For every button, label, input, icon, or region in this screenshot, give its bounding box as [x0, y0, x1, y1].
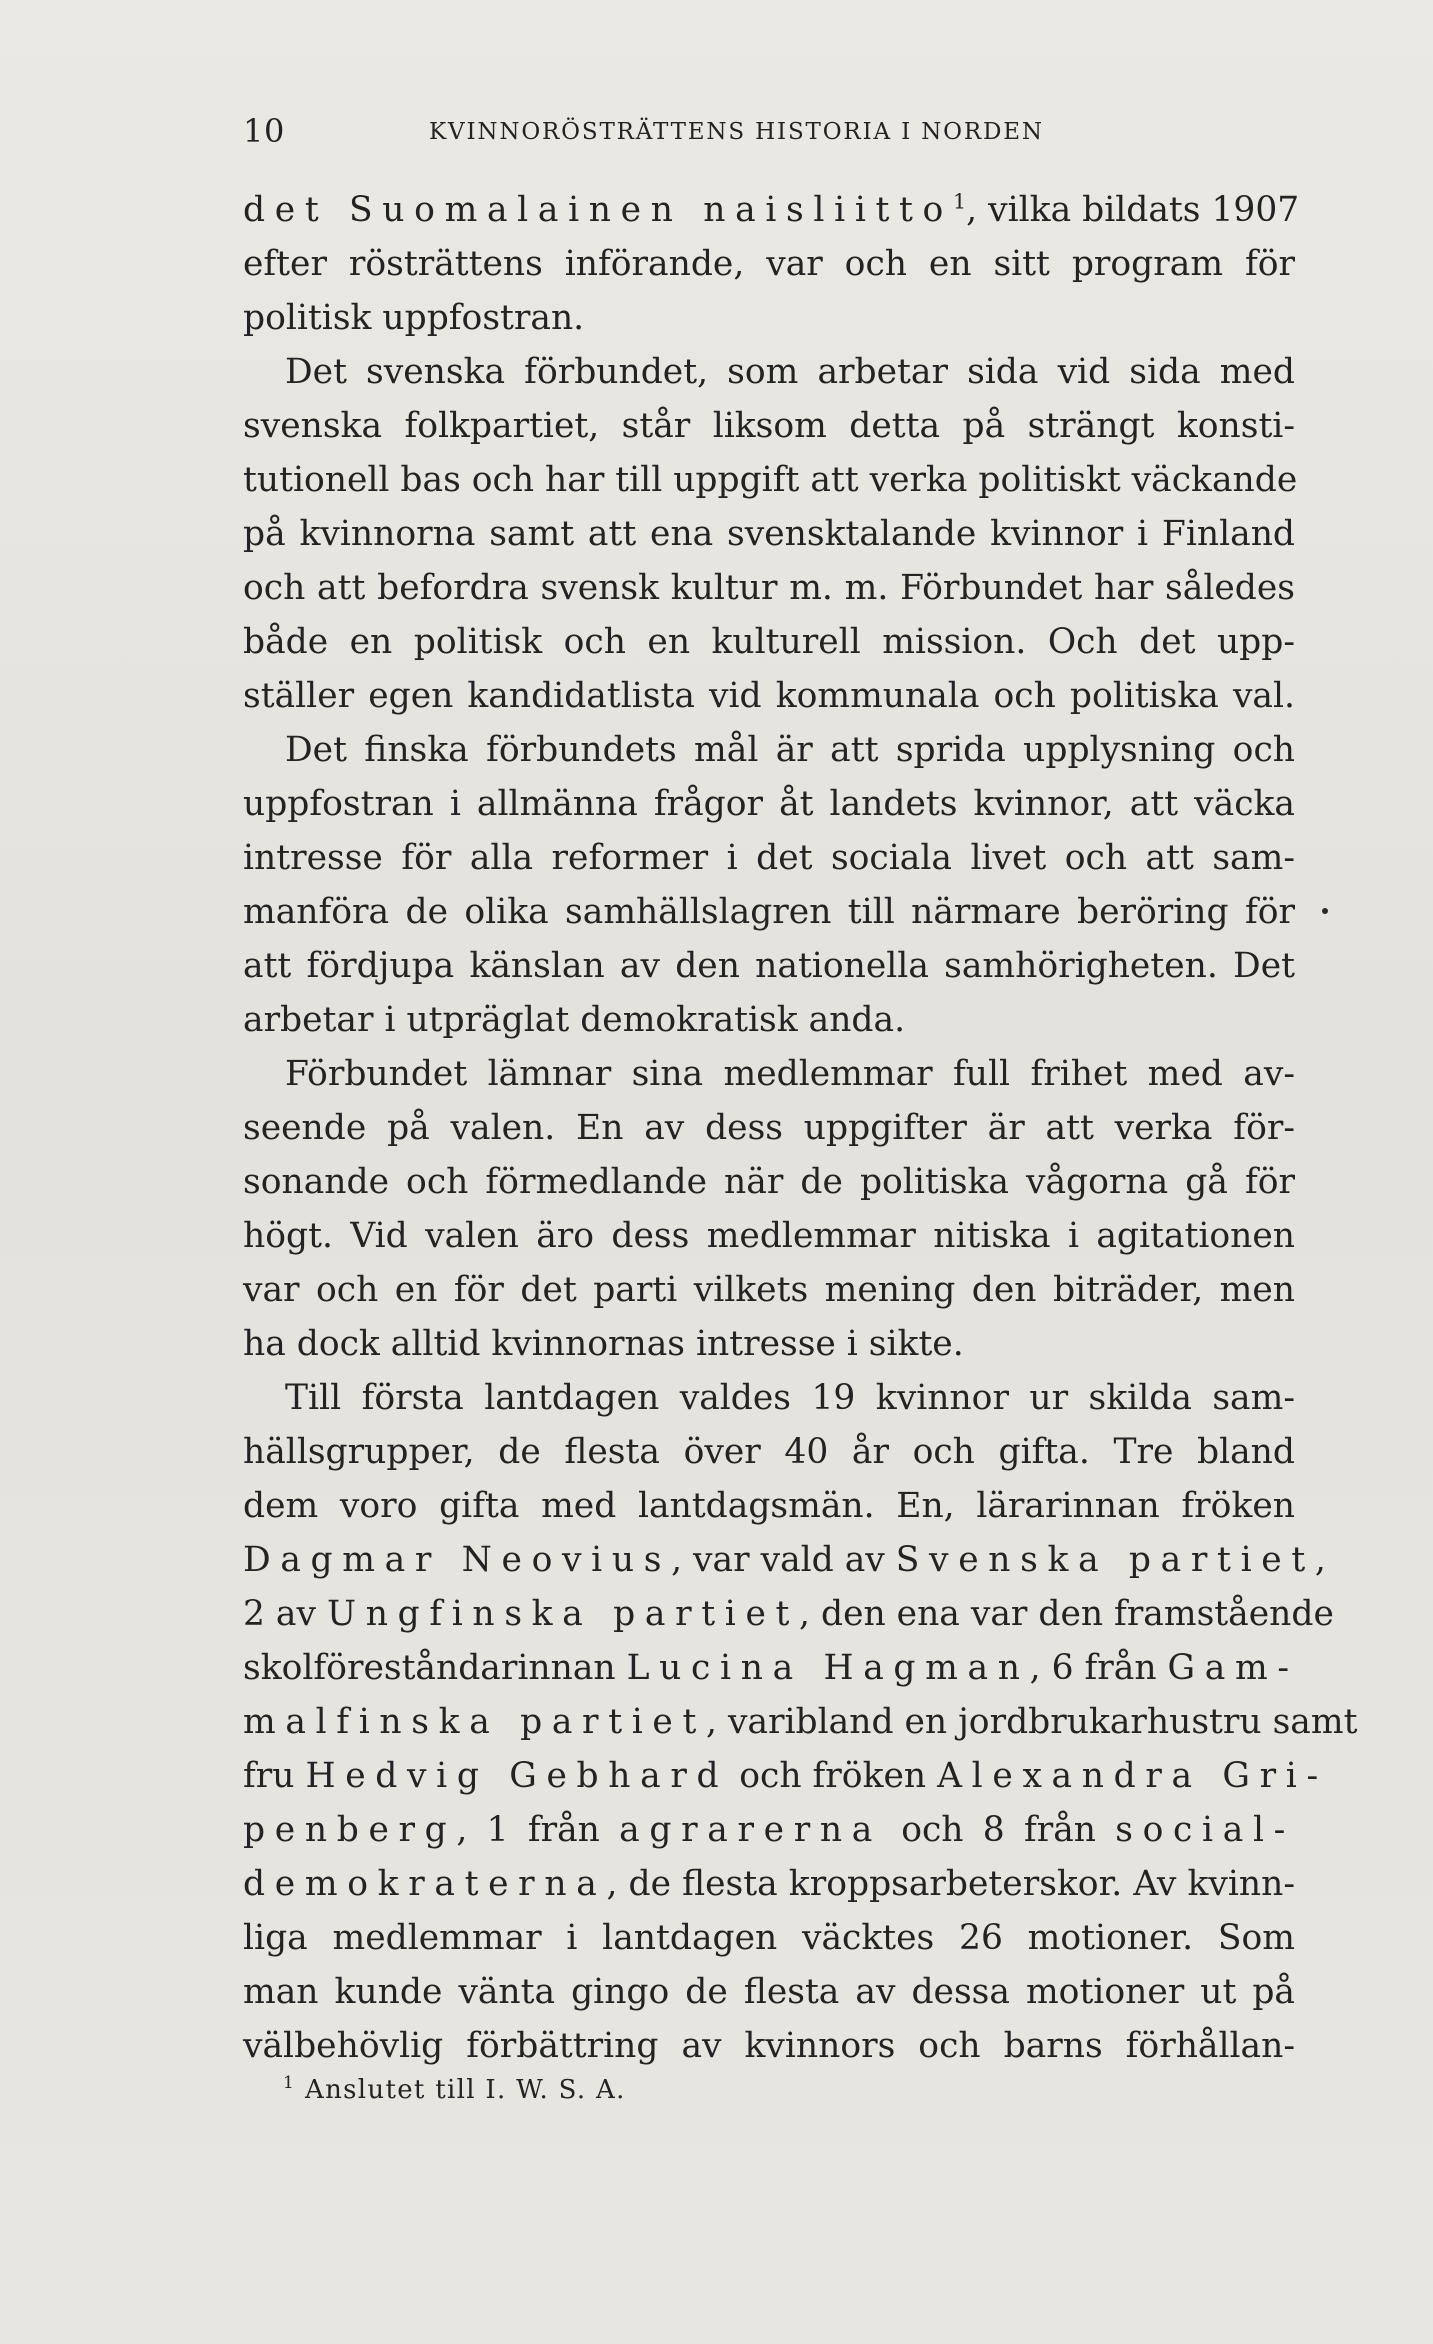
footnote-reference: 1	[953, 189, 967, 214]
paragraph-start: Det finska förbundets mål är att sprida upplysning och	[285, 730, 1295, 770]
spaced-party: malfinska partiet	[243, 1702, 707, 1742]
spaced-party: social-	[1115, 1810, 1295, 1850]
text-line: fru Hedvig Gebhard och fröken Alexandra Gri-	[243, 1756, 1328, 1796]
text-line: demokraterna, de flesta kroppsarbeterskor. Av kvinn-	[243, 1864, 1295, 1904]
spaced-party: Svenska partiet	[895, 1540, 1315, 1580]
text-line: dem voro gifta med lantdagsmän. En, lärarinnan fröken	[243, 1486, 1295, 1526]
text-line: det Suomalainen naisliitto$^1$, vilka bildats 1907	[243, 189, 1300, 230]
footnote-mark: 1	[283, 2072, 296, 2093]
text-line: malfinska partiet, varibland en jordbrukarhustru samt	[243, 1702, 1358, 1742]
text-line: ha dock alltid kvinnornas intresse i sikte.	[243, 1324, 964, 1364]
spaced-party: Gam-	[1167, 1648, 1299, 1688]
text-line: 2 av Ungfinska partiet, den ena var den framstående	[243, 1594, 1334, 1634]
text-line: högt. Vid valen äro dess medlemmar nitiska i agitationen	[243, 1216, 1295, 1256]
paragraph-start: Förbundet lämnar sina medlemmar full frihet med av-	[285, 1054, 1295, 1094]
text-line: man kunde vänta gingo de flesta av dessa motioner ut på	[243, 1972, 1295, 2012]
text-line: intresse för alla reformer i det sociala livet och att sam-	[243, 838, 1295, 878]
footnote-text: Anslutet till I. W. S. A.	[305, 2075, 626, 2105]
spaced-party: demokraterna	[243, 1864, 607, 1904]
margin-dot	[1322, 908, 1328, 914]
text-line: ställer egen kandidatlista vid kommunala och politiska val.	[243, 676, 1295, 716]
running-head: KVINNORÖSTRÄTTENS HISTORIA I NORDEN	[429, 119, 1044, 145]
spaced-name: penberg	[243, 1810, 457, 1850]
paragraph-start: Det svenska förbundet, som arbetar sida vid sida med	[285, 352, 1295, 392]
text-line: seende på valen. En av dess uppgifter är att verka för-	[243, 1108, 1295, 1148]
page-number: 10	[243, 112, 285, 150]
text-line: hällsgrupper, de flesta över 40 år och gifta. Tre bland	[243, 1432, 1295, 1472]
text-line: var och en för det parti vilkets mening den biträder, men	[243, 1270, 1295, 1310]
spaced-name: Dagmar Neovius	[243, 1540, 672, 1580]
text-line: arbetar i utpräglat demokratisk anda.	[243, 1000, 906, 1040]
text-line: politisk uppfostran.	[243, 298, 585, 338]
text-line: på kvinnorna samt att ena svensktalande kvinnor i Finland	[243, 514, 1295, 554]
text-line: Dagmar Neovius, var vald av Svenska partiet,	[243, 1540, 1326, 1580]
text-line: skolföreståndarinnan Lucina Hagman, 6 från Gam-	[243, 1648, 1299, 1688]
text-line: penberg, 1 från agrarerna och 8 från social-	[243, 1810, 1295, 1850]
spaced-name: Lucina Hagman	[626, 1648, 1030, 1688]
spaced-party: Ungfinska partiet	[326, 1594, 800, 1634]
spaced-name: Alexandra Gri-	[937, 1756, 1328, 1796]
text-line: efter rösträttens införande, var och en sitt program för	[243, 244, 1295, 284]
page-header	[243, 112, 1293, 162]
text-line: svenska folkpartiet, står liksom detta på strängt konsti-	[243, 406, 1295, 446]
footnote	[283, 2072, 626, 2105]
text-line: och att befordra svensk kultur m. m. Förbundet har således	[243, 568, 1295, 608]
text-line: att fördjupa känslan av den nationella samhörigheten. Det	[243, 946, 1295, 986]
text-line: välbehövlig förbättring av kvinnors och barns förhållan-	[243, 2026, 1295, 2066]
text-line: uppfostran i allmänna frågor åt landets kvinnor, att väcka	[243, 784, 1295, 824]
text-line: manföra de olika samhällslagren till närmare beröring för	[243, 892, 1295, 932]
body-text	[243, 183, 1358, 2073]
text-line: tutionell bas och har till uppgift att verka politiskt väckande	[243, 460, 1298, 500]
text-line: liga medlemmar i lantdagen väcktes 26 motioner. Som	[243, 1918, 1295, 1958]
paragraph-start: Till första lantdagen valdes 19 kvinnor ur skilda sam-	[285, 1378, 1295, 1418]
text-line: sonande och förmedlande när de politiska vågorna gå för	[243, 1162, 1295, 1202]
spaced-party: agrarerna	[619, 1810, 882, 1850]
spaced-name: Hedvig Gebhard	[305, 1756, 729, 1796]
text-line: både en politisk och en kulturell mission. Och det upp-	[243, 622, 1295, 662]
